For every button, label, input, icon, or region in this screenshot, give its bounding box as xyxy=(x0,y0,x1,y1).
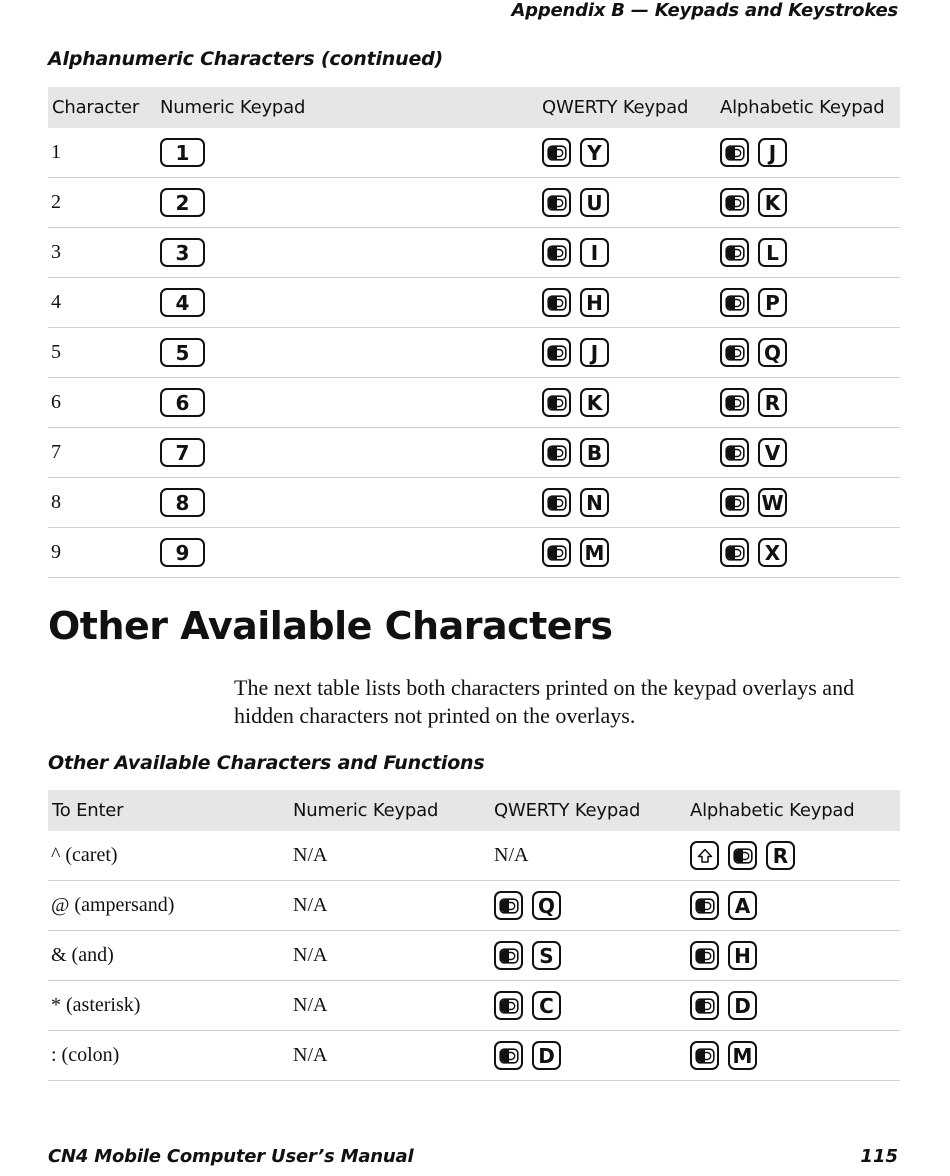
table-row xyxy=(48,228,900,278)
running-header: Appendix B — Keypads and Keystrokes xyxy=(511,0,898,21)
fn-key-icon xyxy=(720,338,749,367)
fn-key-icon xyxy=(542,538,571,567)
keycap-q: Q xyxy=(532,891,561,920)
keycap-d: D xyxy=(532,1041,561,1070)
keycap-x: X xyxy=(758,538,787,567)
keycap-r: R xyxy=(766,841,795,870)
fn-key-icon xyxy=(720,188,749,217)
alphabetic-keypad-cell xyxy=(716,128,900,178)
keycap-w: W xyxy=(758,488,787,517)
section-heading: Other Available Characters xyxy=(48,604,613,648)
alphabetic-keypad-cell xyxy=(716,228,900,278)
table-row xyxy=(48,378,900,428)
fn-key-icon xyxy=(542,138,571,167)
alphabetic-keypad-cell xyxy=(686,881,900,931)
qwerty-keypad-cell: N/A xyxy=(490,831,686,881)
keycap-h: H xyxy=(728,941,757,970)
to-enter-cell: ^ (caret) xyxy=(48,831,289,881)
keycap-a: A xyxy=(728,891,757,920)
table-row xyxy=(48,831,900,881)
table-row xyxy=(48,328,900,378)
qwerty-keypad-cell xyxy=(538,428,716,478)
keycap-1: 1 xyxy=(160,138,205,167)
alphabetic-keypad-cell xyxy=(686,981,900,1031)
character-cell: 9 xyxy=(48,528,156,578)
keycap-l: L xyxy=(758,238,787,267)
table-header-row xyxy=(48,790,900,831)
keycap-s: S xyxy=(532,941,561,970)
table-row xyxy=(48,478,900,528)
table-row xyxy=(48,178,900,228)
table-caption-alphanumeric: Alphanumeric Characters (continued) xyxy=(48,48,444,70)
qwerty-keypad-cell xyxy=(538,478,716,528)
table-row xyxy=(48,881,900,931)
fn-key-icon xyxy=(542,188,571,217)
character-cell: 3 xyxy=(48,228,156,278)
numeric-keypad-cell: N/A xyxy=(289,981,490,1031)
fn-key-icon xyxy=(494,991,523,1020)
keycap-n: N xyxy=(580,488,609,517)
alphabetic-keypad-cell xyxy=(716,278,900,328)
alphabetic-keypad-cell xyxy=(716,528,900,578)
alphanumeric-characters-table xyxy=(48,87,900,578)
numeric-keypad-cell xyxy=(156,178,538,228)
keycap-8: 8 xyxy=(160,488,205,517)
to-enter-cell: : (colon) xyxy=(48,1031,289,1081)
table-row xyxy=(48,528,900,578)
numeric-keypad-cell xyxy=(156,228,538,278)
table-header-row xyxy=(48,87,900,128)
fn-key-icon xyxy=(494,1041,523,1070)
column-header: To Enter xyxy=(48,790,289,831)
numeric-keypad-cell xyxy=(156,128,538,178)
qwerty-keypad-cell xyxy=(538,528,716,578)
qwerty-keypad-cell xyxy=(490,1031,686,1081)
fn-key-icon xyxy=(728,841,757,870)
character-cell: 8 xyxy=(48,478,156,528)
fn-key-icon xyxy=(690,1041,719,1070)
fn-key-icon xyxy=(494,941,523,970)
numeric-keypad-cell xyxy=(156,378,538,428)
keycap-7: 7 xyxy=(160,438,205,467)
table-row xyxy=(48,1031,900,1081)
numeric-keypad-cell: N/A xyxy=(289,881,490,931)
table-caption-other-characters: Other Available Characters and Functions xyxy=(48,752,485,774)
fn-key-icon xyxy=(720,138,749,167)
alphabetic-keypad-cell xyxy=(686,931,900,981)
character-cell: 6 xyxy=(48,378,156,428)
keycap-r: R xyxy=(758,388,787,417)
keycap-4: 4 xyxy=(160,288,205,317)
fn-key-icon xyxy=(720,238,749,267)
other-characters-table xyxy=(48,790,900,1081)
fn-key-icon xyxy=(720,488,749,517)
qwerty-keypad-cell xyxy=(538,128,716,178)
keycap-m: M xyxy=(728,1041,757,1070)
qwerty-keypad-cell xyxy=(538,178,716,228)
keycap-y: Y xyxy=(580,138,609,167)
footer-page-number: 115 xyxy=(860,1146,898,1167)
character-cell: 7 xyxy=(48,428,156,478)
column-header: QWERTY Keypad xyxy=(538,87,716,128)
table-row xyxy=(48,931,900,981)
fn-key-icon xyxy=(494,891,523,920)
to-enter-cell: * (asterisk) xyxy=(48,981,289,1031)
table-row xyxy=(48,981,900,1031)
keycap-b: B xyxy=(580,438,609,467)
qwerty-keypad-cell xyxy=(490,931,686,981)
character-cell: 4 xyxy=(48,278,156,328)
character-cell: 1 xyxy=(48,128,156,178)
fn-key-icon xyxy=(542,338,571,367)
keycap-i: I xyxy=(580,238,609,267)
qwerty-keypad-cell xyxy=(538,228,716,278)
keycap-2: 2 xyxy=(160,188,205,217)
table-row xyxy=(48,278,900,328)
keycap-v: V xyxy=(758,438,787,467)
alphabetic-keypad-cell xyxy=(716,378,900,428)
numeric-keypad-cell xyxy=(156,328,538,378)
keycap-k: K xyxy=(758,188,787,217)
alphabetic-keypad-cell xyxy=(686,831,900,881)
fn-key-icon xyxy=(720,388,749,417)
numeric-keypad-cell: N/A xyxy=(289,1031,490,1081)
qwerty-keypad-cell xyxy=(490,881,686,931)
qwerty-keypad-cell xyxy=(538,278,716,328)
table-row xyxy=(48,128,900,178)
fn-key-icon xyxy=(720,438,749,467)
qwerty-keypad-cell xyxy=(490,981,686,1031)
keycap-m: M xyxy=(580,538,609,567)
fn-key-icon xyxy=(542,388,571,417)
fn-key-icon xyxy=(542,488,571,517)
footer-manual-title: CN4 Mobile Computer User’s Manual xyxy=(48,1146,414,1167)
keycap-3: 3 xyxy=(160,238,205,267)
keycap-q: Q xyxy=(758,338,787,367)
numeric-keypad-cell xyxy=(156,478,538,528)
column-header: Character xyxy=(48,87,156,128)
alphabetic-keypad-cell xyxy=(716,428,900,478)
column-header: Numeric Keypad xyxy=(289,790,490,831)
table-row xyxy=(48,428,900,478)
keycap-6: 6 xyxy=(160,388,205,417)
numeric-keypad-cell: N/A xyxy=(289,831,490,881)
alphabetic-keypad-cell xyxy=(716,478,900,528)
fn-key-icon xyxy=(690,941,719,970)
column-header: QWERTY Keypad xyxy=(490,790,686,831)
keycap-u: U xyxy=(580,188,609,217)
fn-key-icon xyxy=(720,538,749,567)
to-enter-cell: @ (ampersand) xyxy=(48,881,289,931)
numeric-keypad-cell: N/A xyxy=(289,931,490,981)
fn-key-icon xyxy=(690,991,719,1020)
shift-key-icon xyxy=(690,841,719,870)
fn-key-icon xyxy=(542,238,571,267)
numeric-keypad-cell xyxy=(156,528,538,578)
character-cell: 5 xyxy=(48,328,156,378)
keycap-d: D xyxy=(728,991,757,1020)
keycap-k: K xyxy=(580,388,609,417)
qwerty-keypad-cell xyxy=(538,378,716,428)
numeric-keypad-cell xyxy=(156,428,538,478)
fn-key-icon xyxy=(720,288,749,317)
column-header: Alphabetic Keypad xyxy=(686,790,900,831)
keycap-9: 9 xyxy=(160,538,205,567)
qwerty-keypad-cell xyxy=(538,328,716,378)
numeric-keypad-cell xyxy=(156,278,538,328)
fn-key-icon xyxy=(690,891,719,920)
keycap-j: J xyxy=(758,138,787,167)
keycap-c: C xyxy=(532,991,561,1020)
intro-paragraph: The next table lists both characters printed on the keypad overlays and hidden characters not printed on the overlays. xyxy=(234,675,855,728)
character-cell: 2 xyxy=(48,178,156,228)
fn-key-icon xyxy=(542,288,571,317)
alphabetic-keypad-cell xyxy=(716,178,900,228)
fn-key-icon xyxy=(542,438,571,467)
to-enter-cell: & (and) xyxy=(48,931,289,981)
keycap-h: H xyxy=(580,288,609,317)
column-header: Numeric Keypad xyxy=(156,87,538,128)
keycap-5: 5 xyxy=(160,338,205,367)
alphabetic-keypad-cell xyxy=(716,328,900,378)
column-header: Alphabetic Keypad xyxy=(716,87,900,128)
keycap-j: J xyxy=(580,338,609,367)
keycap-p: P xyxy=(758,288,787,317)
alphabetic-keypad-cell xyxy=(686,1031,900,1081)
